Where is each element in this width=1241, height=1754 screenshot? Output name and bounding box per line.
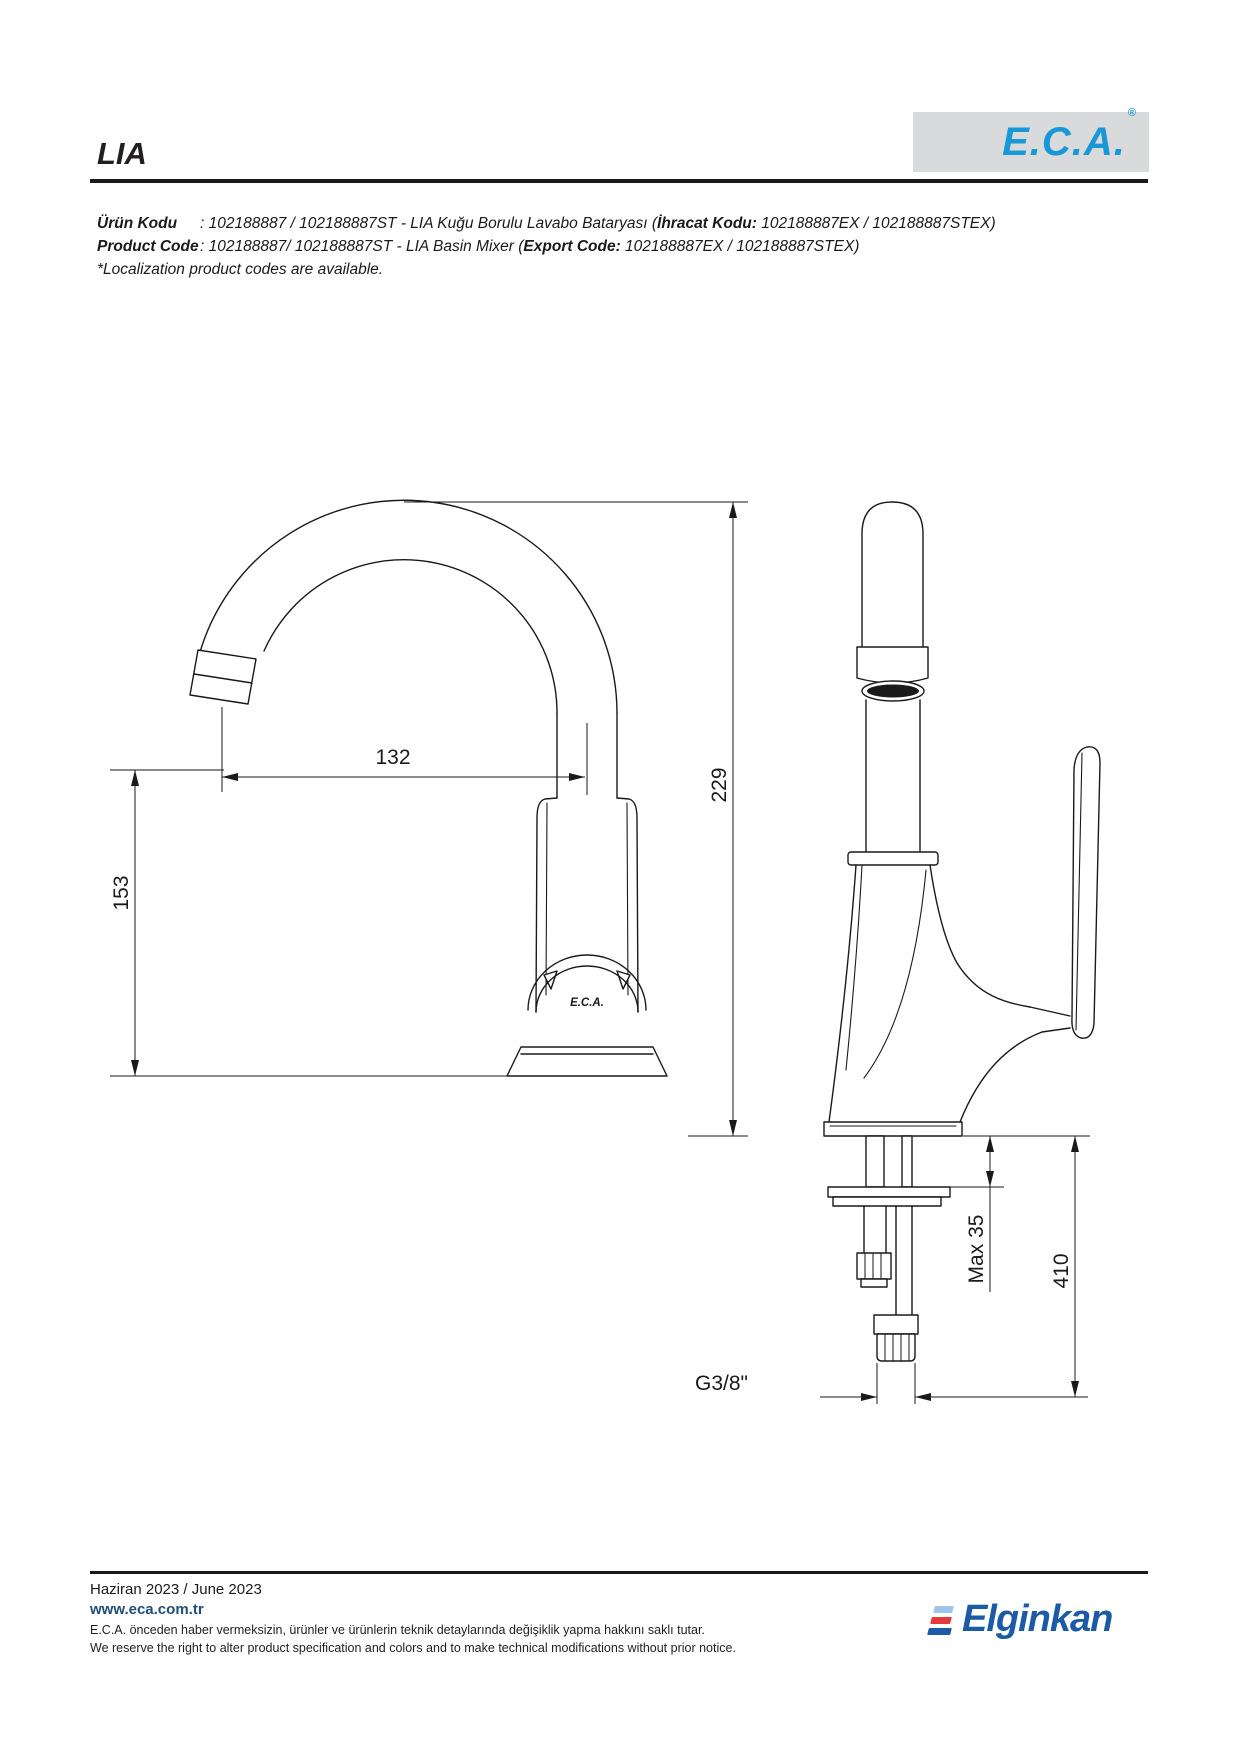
footer-disclaimer-tr: E.C.A. önceden haber vermeksizin, ürünler ve ürünlerin teknik detaylarında değişiklik yapma hakkını saklı tutar. [90,1623,705,1637]
footer-rule [90,1571,1148,1574]
export-code-label-tr: İhracat Kodu: [657,215,757,232]
eca-logo-text: E.C.A.® [1002,107,1137,164]
dimension-lines [110,502,1090,1404]
registered-mark: ® [1127,107,1137,119]
spout-inner-arc [264,560,557,713]
mounting-washer [828,1187,950,1197]
elginkan-logo [928,1594,1112,1644]
product-code-label-tr: Ürün Kodu [97,215,178,232]
product-code-value-tr: 102188887 / 102188887ST - LIA Kuğu Borulu Lavabo Bataryası ( [208,215,658,232]
side-view [190,500,667,1076]
body-logo-text: E.C.A. [570,997,604,1009]
dim-229-label: 229 [708,767,731,803]
hose-nut [874,1315,918,1334]
export-code-value-tr: 102188887EX / 102188887STEX) [756,215,996,232]
page-title: LIA [97,136,147,171]
elginkan-logo-text: Elginkan [962,1598,1113,1640]
elginkan-bars-icon [928,1604,954,1644]
export-code-label-en: Export Code: [523,238,621,255]
product-code-value-en: 102188887/ 102188887ST - LIA Basin Mixer ( [208,238,524,255]
aerator-collar [857,647,928,683]
dimension-arrows [131,502,1079,1401]
base-foot [507,1047,667,1076]
localization-note: *Localization product codes are available. [97,261,384,278]
handle-blade [1072,747,1100,1038]
dim-153-label: 153 [110,875,133,911]
dim-thread-label: G3/8" [695,1372,748,1395]
footer-disclaimer-en: We reserve the right to alter product specification and colors and to make technical modifications without prior notice. [90,1641,736,1655]
dim-132-label: 132 [375,746,411,769]
footer-date: Haziran 2023 / June 2023 [90,1581,262,1598]
product-code-line-en: Product Code: 102188887/ 102188887ST - LIA Basin Mixer (Export Code: 102188887EX / 102188887STEX) [97,235,1157,258]
spout-tip-cap [190,650,256,704]
product-code-label-en: Product Code [97,238,199,255]
dim-max35-label: Max 35 [965,1214,988,1284]
base-plate [824,1122,962,1136]
valve-fitting [857,1253,891,1279]
export-code-value-en: 102188887EX / 102188887STEX) [620,238,860,255]
footer-website[interactable]: www.eca.com.tr [90,1601,204,1618]
riser-flange [848,852,938,865]
product-code-line-tr: Ürün Kodu : 102188887 / 102188887ST - LIA Kuğu Borulu Lavabo Bataryası (İhracat Kodu: 102188887EX / 102188887STEX) [97,212,1157,235]
dim-410-label: 410 [1050,1253,1073,1289]
front-view [824,502,1100,1361]
spout-outer-arc [200,500,617,713]
